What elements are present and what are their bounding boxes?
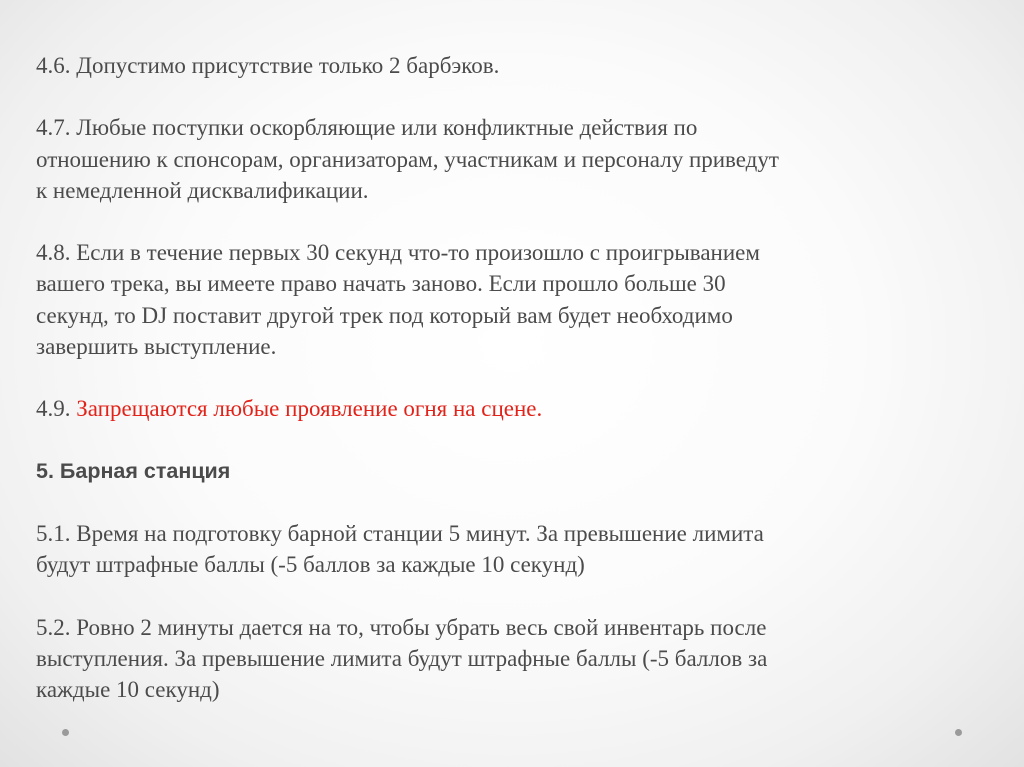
- rule-4-8-line: завершить выступление.: [36, 333, 277, 359]
- rule-5-2-line: 5.2. Ровно 2 минуты дается на то, чтобы убрать весь свой инвентарь после: [36, 614, 767, 640]
- rule-4-7-line: 4.7. Любые поступки оскорбляющие или конфликтные действия по: [36, 115, 698, 141]
- rule-4-9: [36, 393, 986, 424]
- slide-body: [36, 50, 986, 705]
- rule-4-8: [36, 237, 986, 362]
- section-5-heading-text: 5. Барная станция: [36, 458, 231, 483]
- spacer: [36, 362, 986, 393]
- rule-4-6: [36, 50, 986, 81]
- decorative-dot-right-icon: [955, 729, 962, 736]
- spacer: [36, 487, 986, 518]
- rule-5-2-line: каждые 10 секунд): [36, 676, 220, 702]
- rule-5-1: [36, 518, 986, 580]
- rule-5-1-line: 5.1. Время на подготовку барной станции 5 минут. За превышение лимита: [36, 520, 764, 546]
- rule-4-9-number: 4.9.: [36, 396, 71, 422]
- spacer: [36, 424, 986, 455]
- rule-4-8-line: вашего трека, вы имеете право начать заново. Если прошло больше 30: [36, 271, 726, 297]
- spacer: [36, 580, 986, 611]
- rule-4-7-line: к немедленной дисквалификации.: [36, 177, 369, 203]
- rule-4-8-line: 4.8. Если в течение первых 30 секунд что-то произошло с проигрыванием: [36, 240, 760, 266]
- section-5-heading: [36, 456, 986, 487]
- rule-5-2: [36, 612, 986, 706]
- rule-5-2-line: выступления. За превышение лимита будут штрафные баллы (-5 баллов за: [36, 645, 768, 671]
- rule-4-8-line: секунд, то DJ поставит другой трек под который вам будет необходимо: [36, 302, 733, 328]
- rule-5-1-line: будут штрафные баллы (-5 баллов за каждые 10 секунд): [36, 552, 585, 578]
- rule-4-7-line: отношению к спонсорам, организаторам, участникам и персоналу приведут: [36, 146, 779, 172]
- decorative-dot-left-icon: [62, 729, 69, 736]
- spacer: [36, 81, 986, 112]
- spacer: [36, 206, 986, 237]
- rule-4-6-text: 4.6. Допустимо присутствие только 2 барбэков.: [36, 53, 500, 78]
- rule-4-9-fire-ban: Запрещаются любые проявление огня на сцене.: [76, 396, 543, 422]
- rule-4-7: [36, 112, 986, 206]
